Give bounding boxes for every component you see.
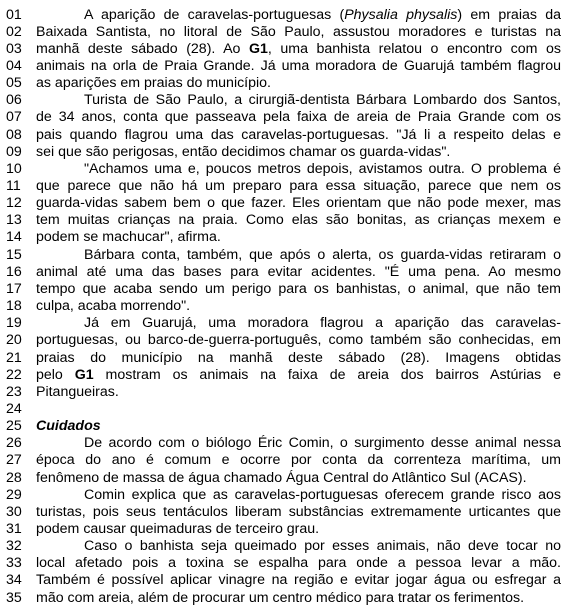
line-text xyxy=(36,228,561,246)
line-text xyxy=(36,211,561,229)
text-segment: de 34 anos, conta que passeava pela faixa de areia de Praia Grande com os xyxy=(36,109,561,126)
text-line xyxy=(0,400,565,418)
text-segment: , uma banhista relatou o encontro com os xyxy=(267,40,561,57)
text-line xyxy=(0,246,565,264)
bold-text: G1 xyxy=(74,366,94,383)
text-line xyxy=(0,23,565,41)
line-text xyxy=(36,331,561,349)
line-text xyxy=(36,194,561,212)
text-line xyxy=(0,469,565,487)
text-segment: culpa, acaba morrendo". xyxy=(36,298,191,315)
line-text xyxy=(36,349,561,367)
line-number: 10 xyxy=(6,160,22,177)
text-segment: turistas, pois seus tentáculos liberam substâncias extremamente urticantes que xyxy=(36,503,561,520)
text-segment: praias do município na manhã deste sábado (28). Imagens obtidas xyxy=(36,349,561,366)
line-number: 21 xyxy=(6,349,22,366)
line-number: 23 xyxy=(6,383,22,400)
text-segment: pais quando flagrou uma das caravelas-portuguesas. "Já li a respeito delas e xyxy=(36,126,561,143)
line-number: 15 xyxy=(6,246,22,263)
text-line xyxy=(0,503,565,521)
text-line xyxy=(0,280,565,298)
line-number: 35 xyxy=(6,589,22,606)
text-segment: Comin explica que as caravelas-portuguesas oferecem grande risco aos xyxy=(84,486,561,503)
text-line xyxy=(0,554,565,572)
line-text xyxy=(36,40,561,58)
line-number: 08 xyxy=(6,126,22,143)
text-segment: podem causar queimaduras de terceiro grau. xyxy=(36,521,320,537)
line-text xyxy=(36,91,561,109)
text-segment: guarda-vidas sabem bem o que fazer. Eles orientam que não pode mexer, mas xyxy=(36,195,561,212)
line-number: 09 xyxy=(6,143,22,160)
line-text xyxy=(36,297,561,315)
line-number: 26 xyxy=(6,435,22,452)
text-segment: Cuidados xyxy=(36,418,101,435)
line-text xyxy=(36,280,561,298)
line-text xyxy=(36,486,561,504)
text-line xyxy=(0,74,565,92)
text-line xyxy=(0,486,565,504)
text-segment: sei que são perigosas, então decidimos chamar os guarda-vidas". xyxy=(36,143,451,160)
line-number: 31 xyxy=(6,521,22,537)
line-number: 03 xyxy=(6,40,22,57)
line-number: 22 xyxy=(6,366,22,383)
text-segment: Bárbara conta, também, que após o alerta, os guarda-vidas retiraram o xyxy=(84,246,561,263)
text-line xyxy=(0,126,565,144)
line-text xyxy=(36,6,561,24)
line-number: 02 xyxy=(6,23,22,40)
text-segment: animal até uma das bases para evitar acidentes. "É uma pena. Ao mesmo xyxy=(36,263,561,280)
text-segment: portuguesas, ou barco-de-guerra-português, como também são conhecidas, em xyxy=(36,332,561,349)
line-text xyxy=(36,263,561,281)
italic-text: Physalia physalis xyxy=(344,6,458,23)
line-number: 25 xyxy=(6,418,22,435)
text-line xyxy=(0,177,565,195)
line-text xyxy=(36,571,561,589)
line-text xyxy=(36,57,561,75)
line-number: 13 xyxy=(6,212,22,229)
line-text xyxy=(36,451,561,469)
line-number: 27 xyxy=(6,452,22,469)
line-text xyxy=(36,246,561,264)
text-line xyxy=(0,40,565,58)
text-segment: Turista de São Paulo, a cirurgiã-dentista Bárbara Lombardo dos Santos, xyxy=(84,92,561,109)
text-segment: tempo que acaba sendo um perigo para os banhistas, o animal, que não tem xyxy=(36,280,561,297)
line-text xyxy=(36,520,561,538)
line-number: 06 xyxy=(6,92,22,109)
section-heading-line xyxy=(0,417,565,435)
line-number: 18 xyxy=(6,298,22,315)
text-segment: Já em Guarujá, uma moradora flagrou a aparição das caravelas- xyxy=(84,315,561,332)
line-number: 30 xyxy=(6,503,22,520)
line-number: 17 xyxy=(6,280,22,297)
text-segment: A aparição de caravelas-portuguesas ( xyxy=(84,6,345,23)
text-segment: Baixada Santista, no litoral de São Paulo, assustou moradores e turistas na xyxy=(36,23,561,40)
text-line xyxy=(0,211,565,229)
line-text xyxy=(36,160,561,178)
line-number: 34 xyxy=(6,572,22,589)
line-number: 19 xyxy=(6,315,22,332)
line-number: 04 xyxy=(6,57,22,74)
line-number: 20 xyxy=(6,332,22,349)
text-segment: De acordo com o biólogo Éric Comin, o surgimento desse animal nessa xyxy=(84,435,561,452)
section-heading xyxy=(36,417,561,435)
text-line xyxy=(0,314,565,332)
text-segment: época do ano é comum e ocorre por conta da correnteza marítima, um xyxy=(36,452,561,469)
text-line xyxy=(0,57,565,75)
text-segment: manhã deste sábado (28). Ao xyxy=(36,40,249,57)
bold-text: G1 xyxy=(248,40,268,57)
line-number: 24 xyxy=(6,400,22,417)
text-segment: tem muitas crianças na praia. Como elas são bonitas, as crianças mexem e xyxy=(36,212,561,229)
text-segment: ) em praias da xyxy=(457,6,561,23)
line-number: 01 xyxy=(6,6,22,23)
line-number: 14 xyxy=(6,229,22,246)
text-line xyxy=(0,108,565,126)
text-line xyxy=(0,263,565,281)
line-text xyxy=(36,589,561,607)
text-segment: pelo xyxy=(36,366,75,383)
text-line xyxy=(0,451,565,469)
text-segment: podem se machucar", afirma. xyxy=(36,229,221,246)
text-segment: "Achamos uma e, poucos metros depois, avistamos outra. O problema é xyxy=(84,160,561,177)
line-number: 29 xyxy=(6,486,22,503)
text-line xyxy=(0,228,565,246)
text-line xyxy=(0,6,565,24)
text-line xyxy=(0,434,565,452)
text-line xyxy=(0,143,565,161)
line-text xyxy=(36,503,561,521)
text-line xyxy=(0,520,565,538)
line-text xyxy=(36,366,561,384)
line-number: 05 xyxy=(6,75,22,92)
text-line xyxy=(0,331,565,349)
line-number: 28 xyxy=(6,469,22,486)
line-number: 07 xyxy=(6,109,22,126)
line-number: 16 xyxy=(6,263,22,280)
line-text xyxy=(36,177,561,195)
text-line xyxy=(0,194,565,212)
text-line xyxy=(0,383,565,401)
text-line xyxy=(0,589,565,607)
text-line xyxy=(0,160,565,178)
line-text xyxy=(36,126,561,144)
line-text xyxy=(36,434,561,452)
text-segment: mão com areia, além de procurar um centro médico para tratar os ferimentos. xyxy=(36,589,525,606)
line-text xyxy=(36,469,561,487)
line-text xyxy=(36,108,561,126)
text-segment: as aparições em praias do município. xyxy=(36,75,272,92)
line-text xyxy=(36,383,561,401)
line-text xyxy=(36,23,561,41)
text-line xyxy=(0,91,565,109)
line-text xyxy=(36,400,561,418)
text-line xyxy=(0,366,565,384)
text-segment: Também é possível aplicar vinagre na região e evitar jogar água ou esfregar a xyxy=(36,572,561,589)
text-segment: local afetado pois a toxina se espalha para onde a pessoa levar a mão. xyxy=(36,555,561,572)
text-segment: Caso o banhista seja queimado por esses animais, não deve tocar no xyxy=(84,538,561,555)
text-segment: Pitangueiras. xyxy=(36,383,119,400)
text-line xyxy=(0,571,565,589)
text-segment: fenômeno de massa de água chamado Água Central do Atlântico Sul (ACAS). xyxy=(36,469,527,486)
text-line xyxy=(0,349,565,367)
text-segment: animais na orla de Praia Grande. Já uma moradora de Guarujá também flagrou xyxy=(36,57,561,74)
line-number: 33 xyxy=(6,555,22,572)
line-number: 32 xyxy=(6,538,22,555)
line-text xyxy=(36,554,561,572)
text-segment: mostram os animais na faixa de areia dos bairros Astúrias e xyxy=(93,366,561,383)
line-text xyxy=(36,537,561,555)
line-text xyxy=(36,74,561,92)
line-text xyxy=(36,314,561,332)
line-number: 12 xyxy=(6,195,22,212)
text-segment: que parece que não há um preparo para essa situação, parece que nem os xyxy=(36,178,561,194)
line-text xyxy=(36,143,561,161)
text-line xyxy=(0,297,565,315)
line-number: 11 xyxy=(6,178,21,194)
text-line xyxy=(0,537,565,555)
